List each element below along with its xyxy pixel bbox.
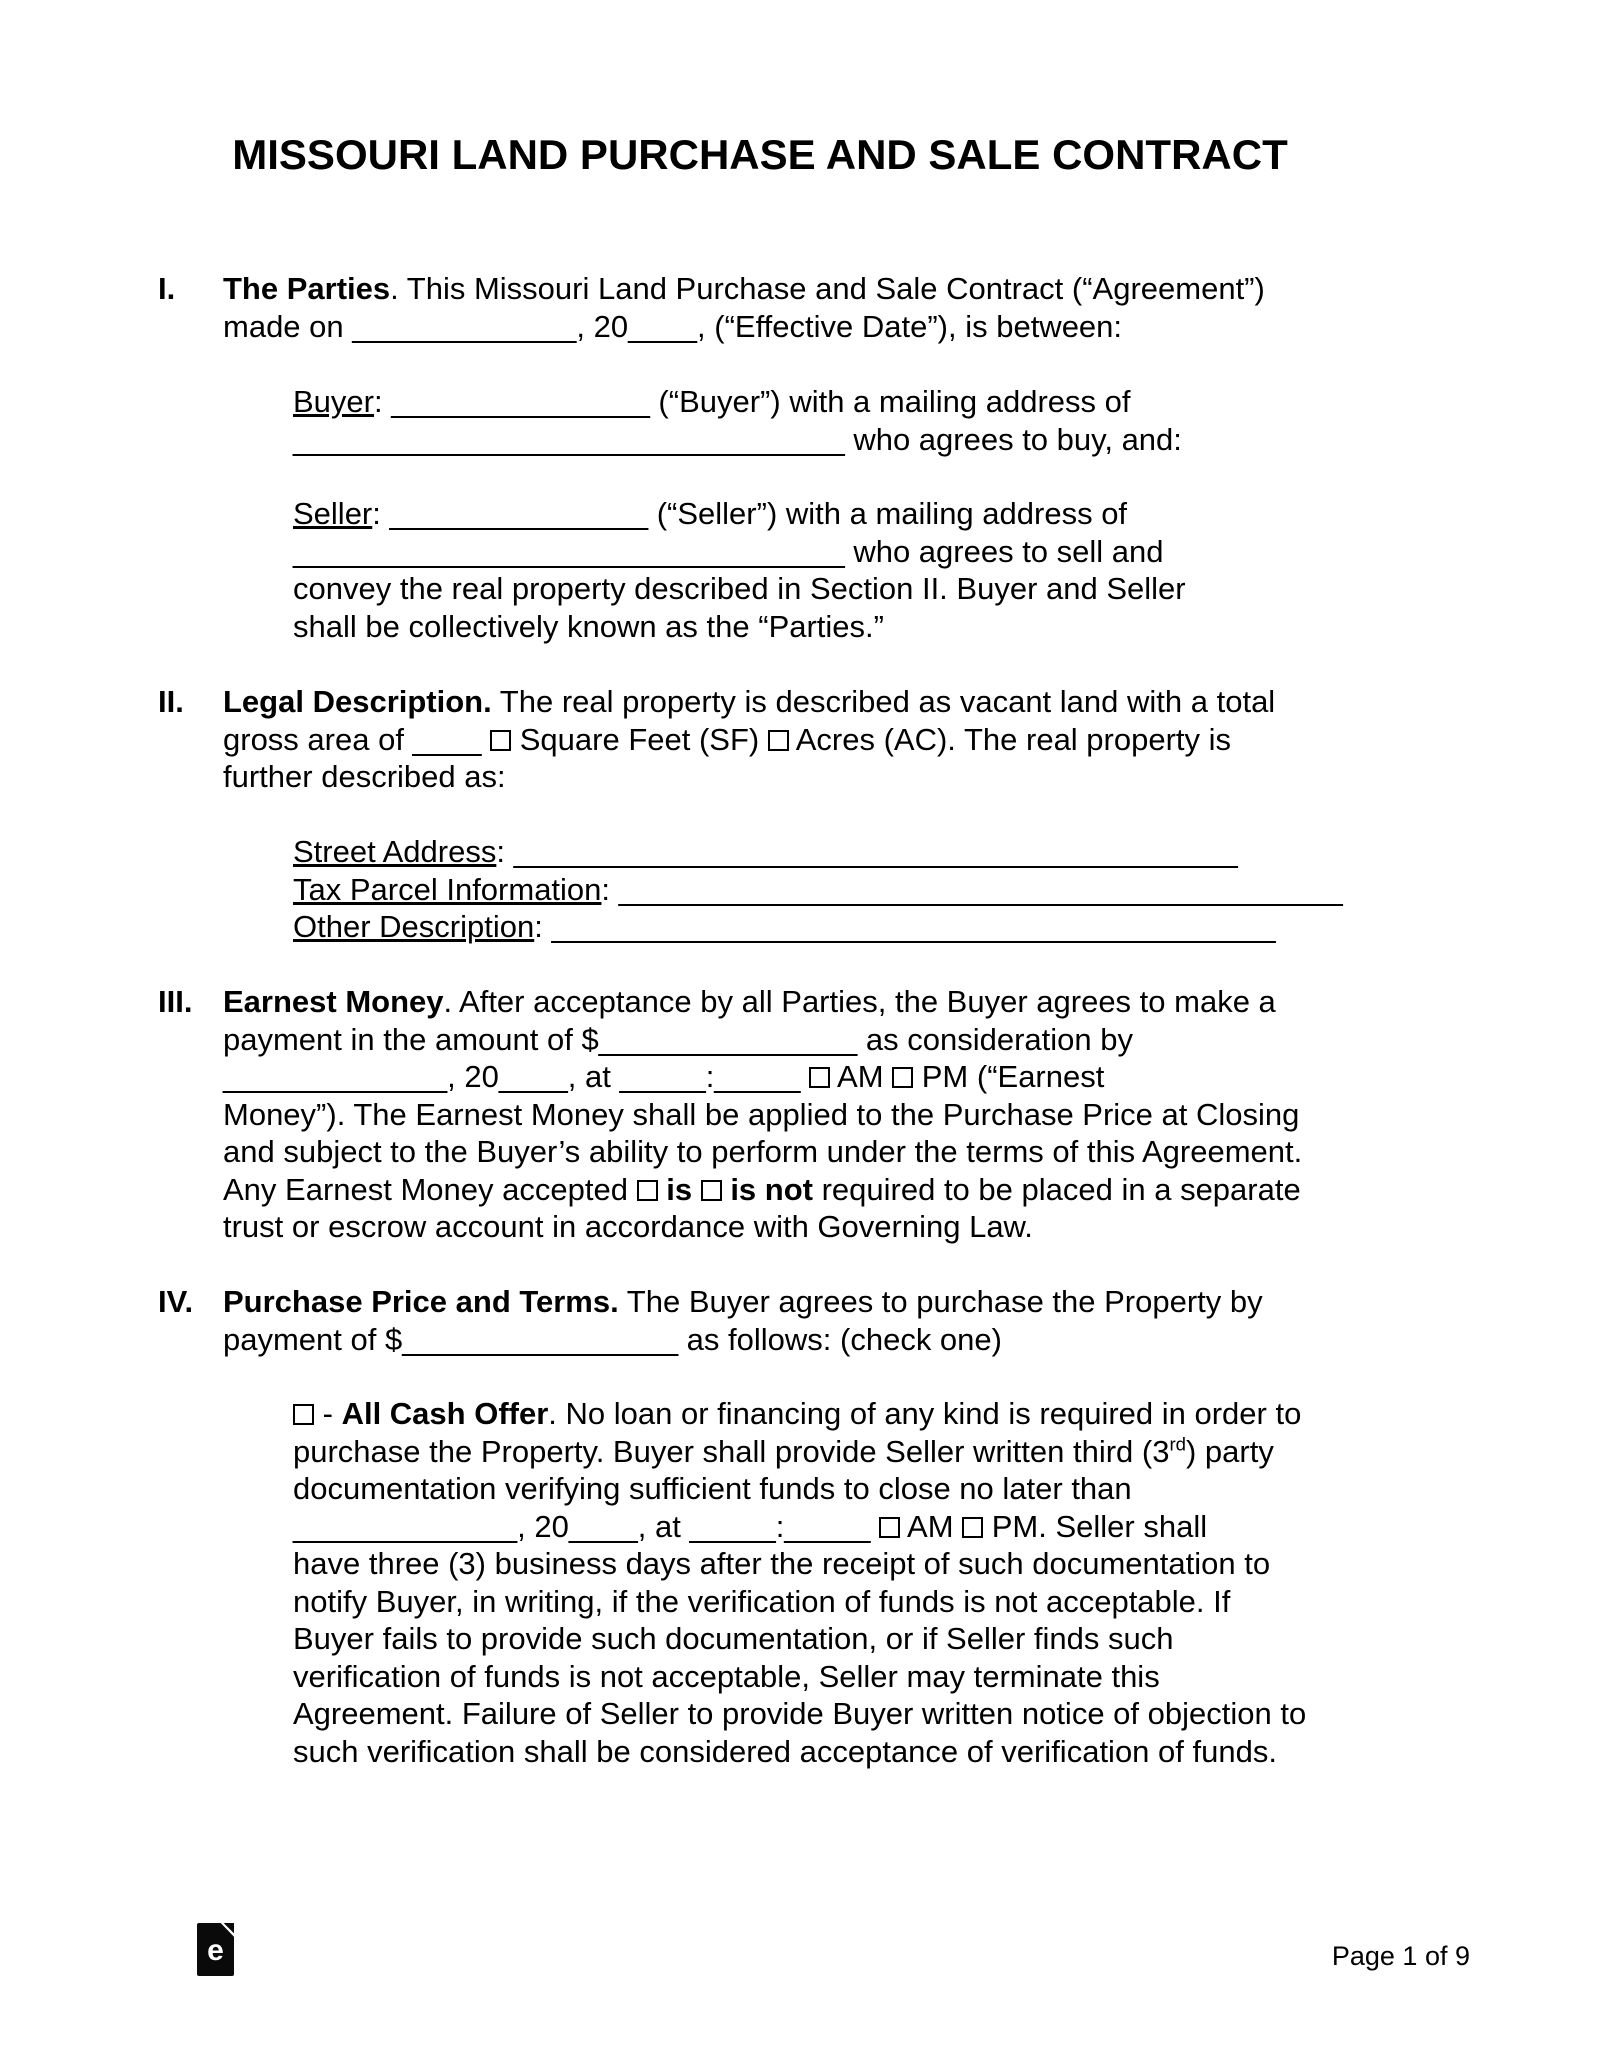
text-line bbox=[223, 1021, 1302, 1059]
text-line bbox=[293, 871, 1343, 909]
text-line bbox=[293, 833, 1343, 871]
checkbox[interactable] bbox=[637, 1180, 658, 1201]
checkbox[interactable] bbox=[490, 730, 511, 751]
text-segment: - bbox=[314, 1396, 342, 1431]
text-segment: The real property is described as vacant land with a total bbox=[491, 684, 1276, 719]
logo-letter: e bbox=[207, 1934, 224, 1967]
text-segment: and subject to the Buyer’s ability to perform under the terms of this Agreement. bbox=[223, 1134, 1303, 1169]
text-segment: Any Earnest Money accepted bbox=[223, 1171, 637, 1207]
text-segment: is not bbox=[730, 1171, 813, 1207]
text-segment: AM bbox=[830, 1059, 893, 1094]
text-segment: such verification shall be considered acceptance of verification of funds. bbox=[293, 1733, 1277, 1769]
text-segment: . After acceptance by all Parties, the Buyer agrees to make a bbox=[443, 984, 1276, 1019]
text-segment: Buyer fails to provide such documentation, or if Seller finds such bbox=[293, 1621, 1174, 1656]
text-segment: convey the real property described in Section II. Buyer and Seller bbox=[293, 571, 1186, 606]
text-line bbox=[293, 1695, 1306, 1733]
eforms-logo bbox=[197, 1923, 234, 1976]
text-segment: : __________________________________________ bbox=[534, 909, 1276, 944]
text-line bbox=[293, 1508, 1306, 1546]
section-numeral-purchase-price: IV. bbox=[158, 1284, 194, 1319]
text-segment: trust or escrow account in accordance with Governing Law. bbox=[223, 1209, 1033, 1244]
text-line bbox=[293, 421, 1182, 459]
text-line bbox=[223, 270, 1265, 308]
text-segment: Agreement. Failure of Seller to provide Buyer written notice of objection to bbox=[293, 1696, 1307, 1731]
text-segment: documentation verifying sufficient funds to close no later than bbox=[293, 1471, 1132, 1506]
paragraph-property-fields bbox=[293, 833, 1343, 946]
text-line bbox=[223, 1171, 1302, 1209]
text-segment: Street Address bbox=[293, 834, 497, 869]
text-segment: rd bbox=[1169, 1433, 1186, 1455]
text-segment: _____________, 20____, at _____:_____ bbox=[223, 1059, 810, 1094]
text-segment: The Parties bbox=[223, 271, 391, 306]
text-line bbox=[223, 1208, 1302, 1246]
text-line bbox=[223, 1283, 1263, 1321]
paragraph-earnest-money bbox=[223, 983, 1302, 1246]
text-line bbox=[293, 1733, 1306, 1771]
text-segment: The Buyer agrees to purchase the Property by bbox=[618, 1284, 1263, 1319]
text-segment: Tax Parcel Information bbox=[293, 871, 602, 907]
text-line bbox=[223, 1133, 1302, 1171]
section-numeral-earnest-money: III. bbox=[158, 984, 193, 1019]
section-numeral-parties: I. bbox=[158, 271, 176, 306]
text-segment: shall be collectively known as the “Parties.” bbox=[293, 608, 884, 644]
text-line bbox=[223, 983, 1302, 1021]
text-segment: : __________________________________________ bbox=[496, 834, 1238, 869]
text-segment: have three (3) business days after the receipt of such documentation to bbox=[293, 1546, 1271, 1581]
text-line bbox=[293, 1583, 1306, 1621]
paragraph-purchase-price bbox=[223, 1283, 1263, 1358]
text-segment: _____________, 20____, at _____:_____ bbox=[293, 1508, 880, 1544]
text-segment: . This Missouri Land Purchase and Sale Contract (“Agreement”) bbox=[390, 271, 1265, 306]
text-segment: All Cash Offer bbox=[341, 1396, 549, 1431]
text-line bbox=[293, 608, 1186, 646]
text-line bbox=[293, 1433, 1306, 1471]
checkbox[interactable] bbox=[768, 730, 789, 751]
checkbox[interactable] bbox=[892, 1067, 913, 1088]
text-line bbox=[223, 683, 1275, 721]
paragraph-seller bbox=[293, 495, 1186, 645]
text-segment: gross area of ____ bbox=[223, 721, 491, 757]
text-segment: made on _____________, 20____, (“Effective Date”), is between: bbox=[223, 308, 1123, 344]
text-line bbox=[223, 758, 1275, 796]
text-segment: PM (“Earnest bbox=[913, 1059, 1105, 1094]
paragraph-all-cash-offer bbox=[293, 1395, 1306, 1770]
text-line bbox=[223, 308, 1265, 346]
text-line bbox=[223, 721, 1275, 759]
text-segment: ) party bbox=[1186, 1433, 1274, 1469]
text-segment: ________________________________ who agrees to sell and bbox=[293, 533, 1164, 569]
text-segment: Other Description bbox=[293, 909, 535, 944]
checkbox[interactable] bbox=[809, 1067, 830, 1088]
text-segment: AM bbox=[900, 1508, 963, 1544]
text-line bbox=[293, 1395, 1306, 1433]
text-line bbox=[293, 1545, 1306, 1583]
text-segment: verification of funds is not acceptable, Seller may terminate this bbox=[293, 1658, 1160, 1694]
checkbox[interactable] bbox=[879, 1517, 900, 1538]
text-segment: Acres (AC). The real property is bbox=[788, 721, 1232, 757]
text-segment: : _______________ (“Seller”) with a mailing address of bbox=[372, 496, 1128, 531]
text-line bbox=[223, 1096, 1302, 1134]
text-segment: Purchase Price and Terms. bbox=[223, 1284, 619, 1319]
text-line bbox=[293, 570, 1186, 608]
checkbox[interactable] bbox=[962, 1517, 983, 1538]
text-segment: PM. Seller shall bbox=[983, 1508, 1208, 1544]
text-line bbox=[293, 1620, 1306, 1658]
text-line bbox=[293, 495, 1186, 533]
text-segment: Money”). The Earnest Money shall be applied to the Purchase Price at Closing bbox=[223, 1096, 1300, 1132]
text-segment: : _______________ (“Buyer”) with a mailing address of bbox=[373, 384, 1131, 419]
text-segment: : __________________________________________ bbox=[601, 871, 1343, 907]
section-numeral-legal-description: II. bbox=[158, 684, 184, 719]
checkbox[interactable] bbox=[293, 1404, 314, 1425]
text-segment: payment in the amount of $_______________ as consideration by bbox=[223, 1021, 1134, 1057]
paragraph-buyer bbox=[293, 383, 1182, 458]
text-segment: Seller bbox=[293, 496, 373, 531]
text-line bbox=[293, 1470, 1306, 1508]
text-segment: Square Feet (SF) bbox=[511, 721, 768, 757]
text-segment: notify Buyer, in writing, if the verification of funds is not acceptable. If bbox=[293, 1583, 1231, 1619]
text-line bbox=[293, 1658, 1306, 1696]
paragraph-parties bbox=[223, 270, 1265, 345]
text-segment: further described as: bbox=[223, 759, 506, 794]
text-segment: purchase the Property. Buyer shall provide Seller written third (3 bbox=[293, 1433, 1170, 1469]
text-segment: Buyer bbox=[293, 384, 374, 419]
page-title: MISSOURI LAND PURCHASE AND SALE CONTRACT bbox=[232, 131, 1288, 178]
text-line bbox=[293, 533, 1186, 571]
checkbox[interactable] bbox=[701, 1180, 722, 1201]
text-segment: is bbox=[666, 1171, 693, 1207]
text-segment bbox=[692, 1172, 701, 1207]
text-line bbox=[293, 383, 1182, 421]
text-line bbox=[223, 1058, 1302, 1096]
paragraph-legal-description bbox=[223, 683, 1275, 796]
text-segment: required to be placed in a separate bbox=[812, 1171, 1301, 1207]
page-number: Page 1 of 9 bbox=[1331, 1941, 1470, 1971]
text-line bbox=[223, 1321, 1263, 1359]
text-segment bbox=[658, 1172, 667, 1207]
text-line bbox=[293, 908, 1343, 946]
text-segment: Legal Description. bbox=[223, 684, 492, 719]
text-segment: . No loan or financing of any kind is required in order to bbox=[548, 1396, 1302, 1431]
text-segment: ________________________________ who agrees to buy, and: bbox=[293, 421, 1182, 457]
text-segment: payment of $________________ as follows: (check one) bbox=[223, 1321, 1002, 1357]
text-segment: Earnest Money bbox=[223, 984, 444, 1019]
